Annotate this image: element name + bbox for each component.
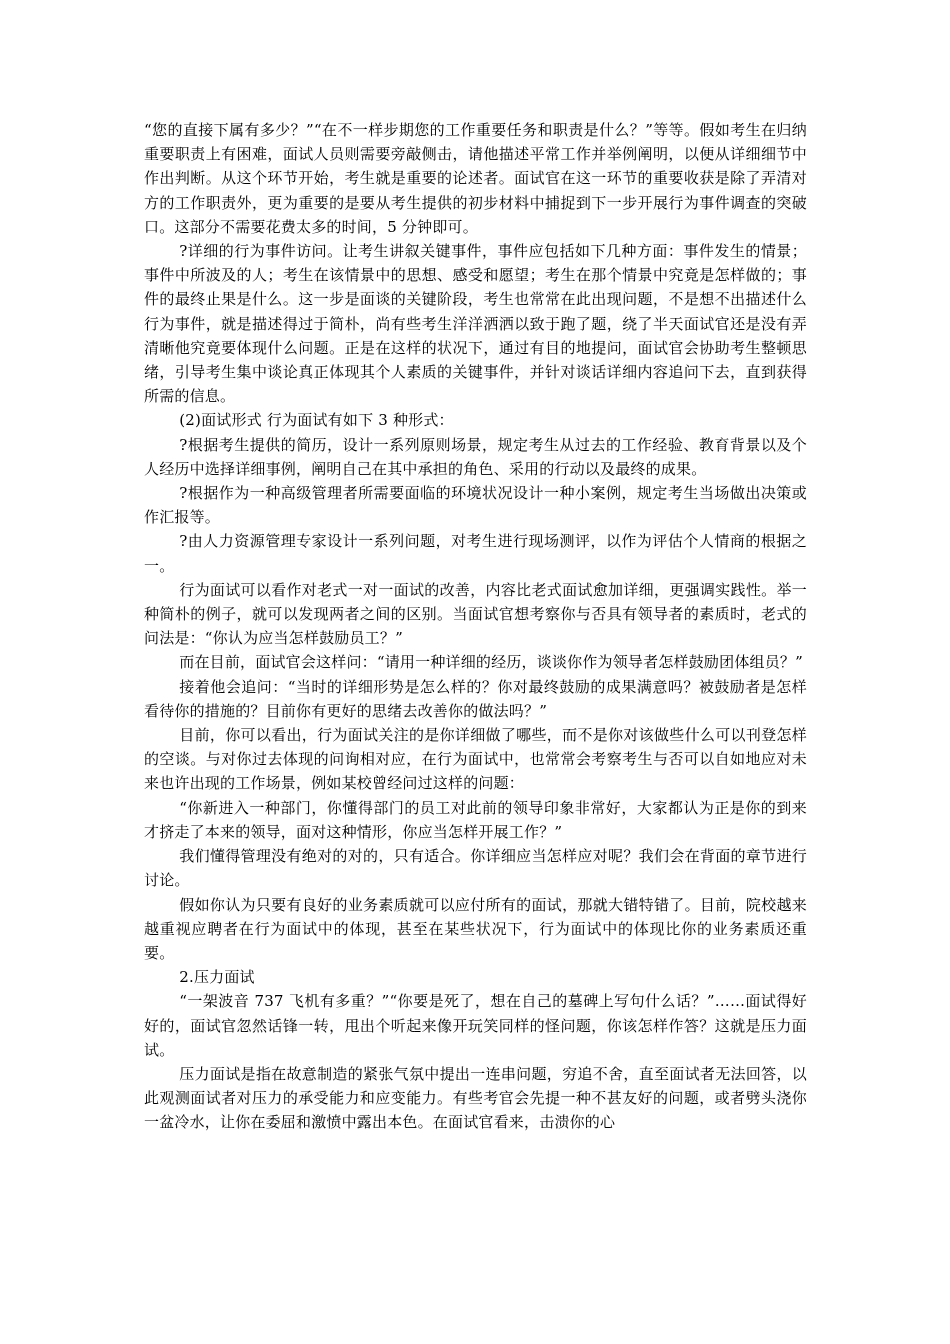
section-heading-pressure-interview: 2.压力面试 <box>179 968 255 987</box>
paragraph-form-2: ?根据作为一种高级管理者所需要面临的环境状况设计一种小案例，规定考生当场做出决策或作汇报等。 <box>144 484 807 527</box>
paragraph-interview-forms-heading: (2)面试形式 行为面试有如下 3 种形式： <box>179 411 454 430</box>
paragraph-pressure-intro: “一架波音 737 飞机有多重？”“你要是死了，想在自己的墓碑上写句什么话？”……面试得好好的，面试官忽然话锋一转，甩出个听起来像开玩笑同样的怪问题，你该怎样作答？这就是压力面试。 <box>144 992 807 1059</box>
paragraph-pressure-definition: 压力面试是指在故意制造的紧张气氛中提出一连串问题，穷追不舍，直至面试者无法回答，以此观测面试者对压力的承受能力和应变能力。有些考官会先提一种不甚友好的问题，或者劈头浇你一盆冷水，让你在委屈和激愤中露出本色。在面试官看来，击溃你的心 <box>144 1064 807 1132</box>
paragraph-follow-up: 接着他会追问：“当时的详细形势是怎么样的？你对最终鼓励的成果满意吗？被鼓励者是怎样看待你的措施的？目前你有更好的思绪去改善你的做法吗？” <box>144 677 807 720</box>
paragraph-new-question: 而在目前，面试官会这样问：“请用一种详细的经历，谈谈你作为领导者怎样鼓励团体组员？” <box>179 653 803 672</box>
document-page <box>144 118 807 1135</box>
paragraph-focus: 目前，你可以看出，行为面试关注的是你详细做了哪些，而不是你对该做些什么可以刊登怎样的空谈。与对你过去体现的问询相对应，在行为面试中，也常常会考察考生与否可以自如地应对未来也许出现的工作场景，例如某校曾经问过这样的问题： <box>144 726 807 793</box>
paragraph-importance: 假如你认为只要有良好的业务素质就可以应付所有的面试，那就大错特错了。目前，院校越来越重视应聘者在行为面试中的体现，甚至在某些状况下，行为面试中的体现比你的业务素质还重要。 <box>144 895 807 962</box>
paragraph-continued: “您的直接下属有多少？”“在不一样步期您的工作重要任务和职责是什么？”等等。假如考生在归纳重要职责上有困难，面试人员则需要旁敲侧击，请他描述平常工作并举例阐明，以便从详细细节中作出判断。从这个环节开始，考生就是重要的论述者。面试官在这一环节的重要收获是除了弄清对方的工作职责外，更为重要的是要从考生提供的初步材料中捕捉到下一步开展行为事件调查的突破口。这部分不需要花费太多的时间，5 分钟即可。 <box>144 121 807 236</box>
paragraph-example-question: “你新进入一种部门，你懂得部门的员工对此前的领导印象非常好，大家都认为正是你的到来才挤走了本来的领导，面对这种情形，你应当怎样开展工作？” <box>144 798 807 841</box>
paragraph-management: 我们懂得管理没有绝对的对的，只有适合。你详细应当怎样应对呢？我们会在背面的章节进行讨论。 <box>144 847 807 890</box>
paragraph-form-1: ?根据考生提供的简历，设计一系列原则场景，规定考生从过去的工作经验、教育背景以及个人经历中选择详细事例，阐明自己在其中承担的角色、采用的行动以及最终的成果。 <box>144 435 807 478</box>
paragraph-comparison: 行为面试可以看作对老式一对一面试的改善，内容比老式面试愈加详细，更强调实践性。举一种简朴的例子，就可以发现两者之间的区别。当面试官想考察你与否具有领导者的素质时，老式的问法是：“你认为应当怎样鼓励员工？” <box>144 580 807 648</box>
paragraph-form-3: ?由人力资源管理专家设计一系列问题，对考生进行现场测评，以作为评估个人情商的根据之一。 <box>144 532 807 575</box>
paragraph-behavior-event-interview: ?详细的行为事件访问。让考生讲叙关键事件，事件应包括如下几种方面：事件发生的情景；事件中所波及的人；考生在该情景中的思想、感受和愿望；考生在那个情景中究竟是怎样做的；事件的最终止果是什么。这一步是面谈的关键阶段，考生也常常在此出现问题，不是想不出描述什么行为事件，就是描述得过于简朴，尚有些考生洋洋洒洒以致于跑了题，绕了半天面试官还是没有弄清晰他究竟要体现什么问题。正是在这样的状况下，通过有目的地提问，面试官会协助考生整顿思绪，引导考生集中谈论真正体现其个人素质的关键事件，并针对谈话详细内容追问下去，直到获得所需的信息。 <box>144 242 807 406</box>
